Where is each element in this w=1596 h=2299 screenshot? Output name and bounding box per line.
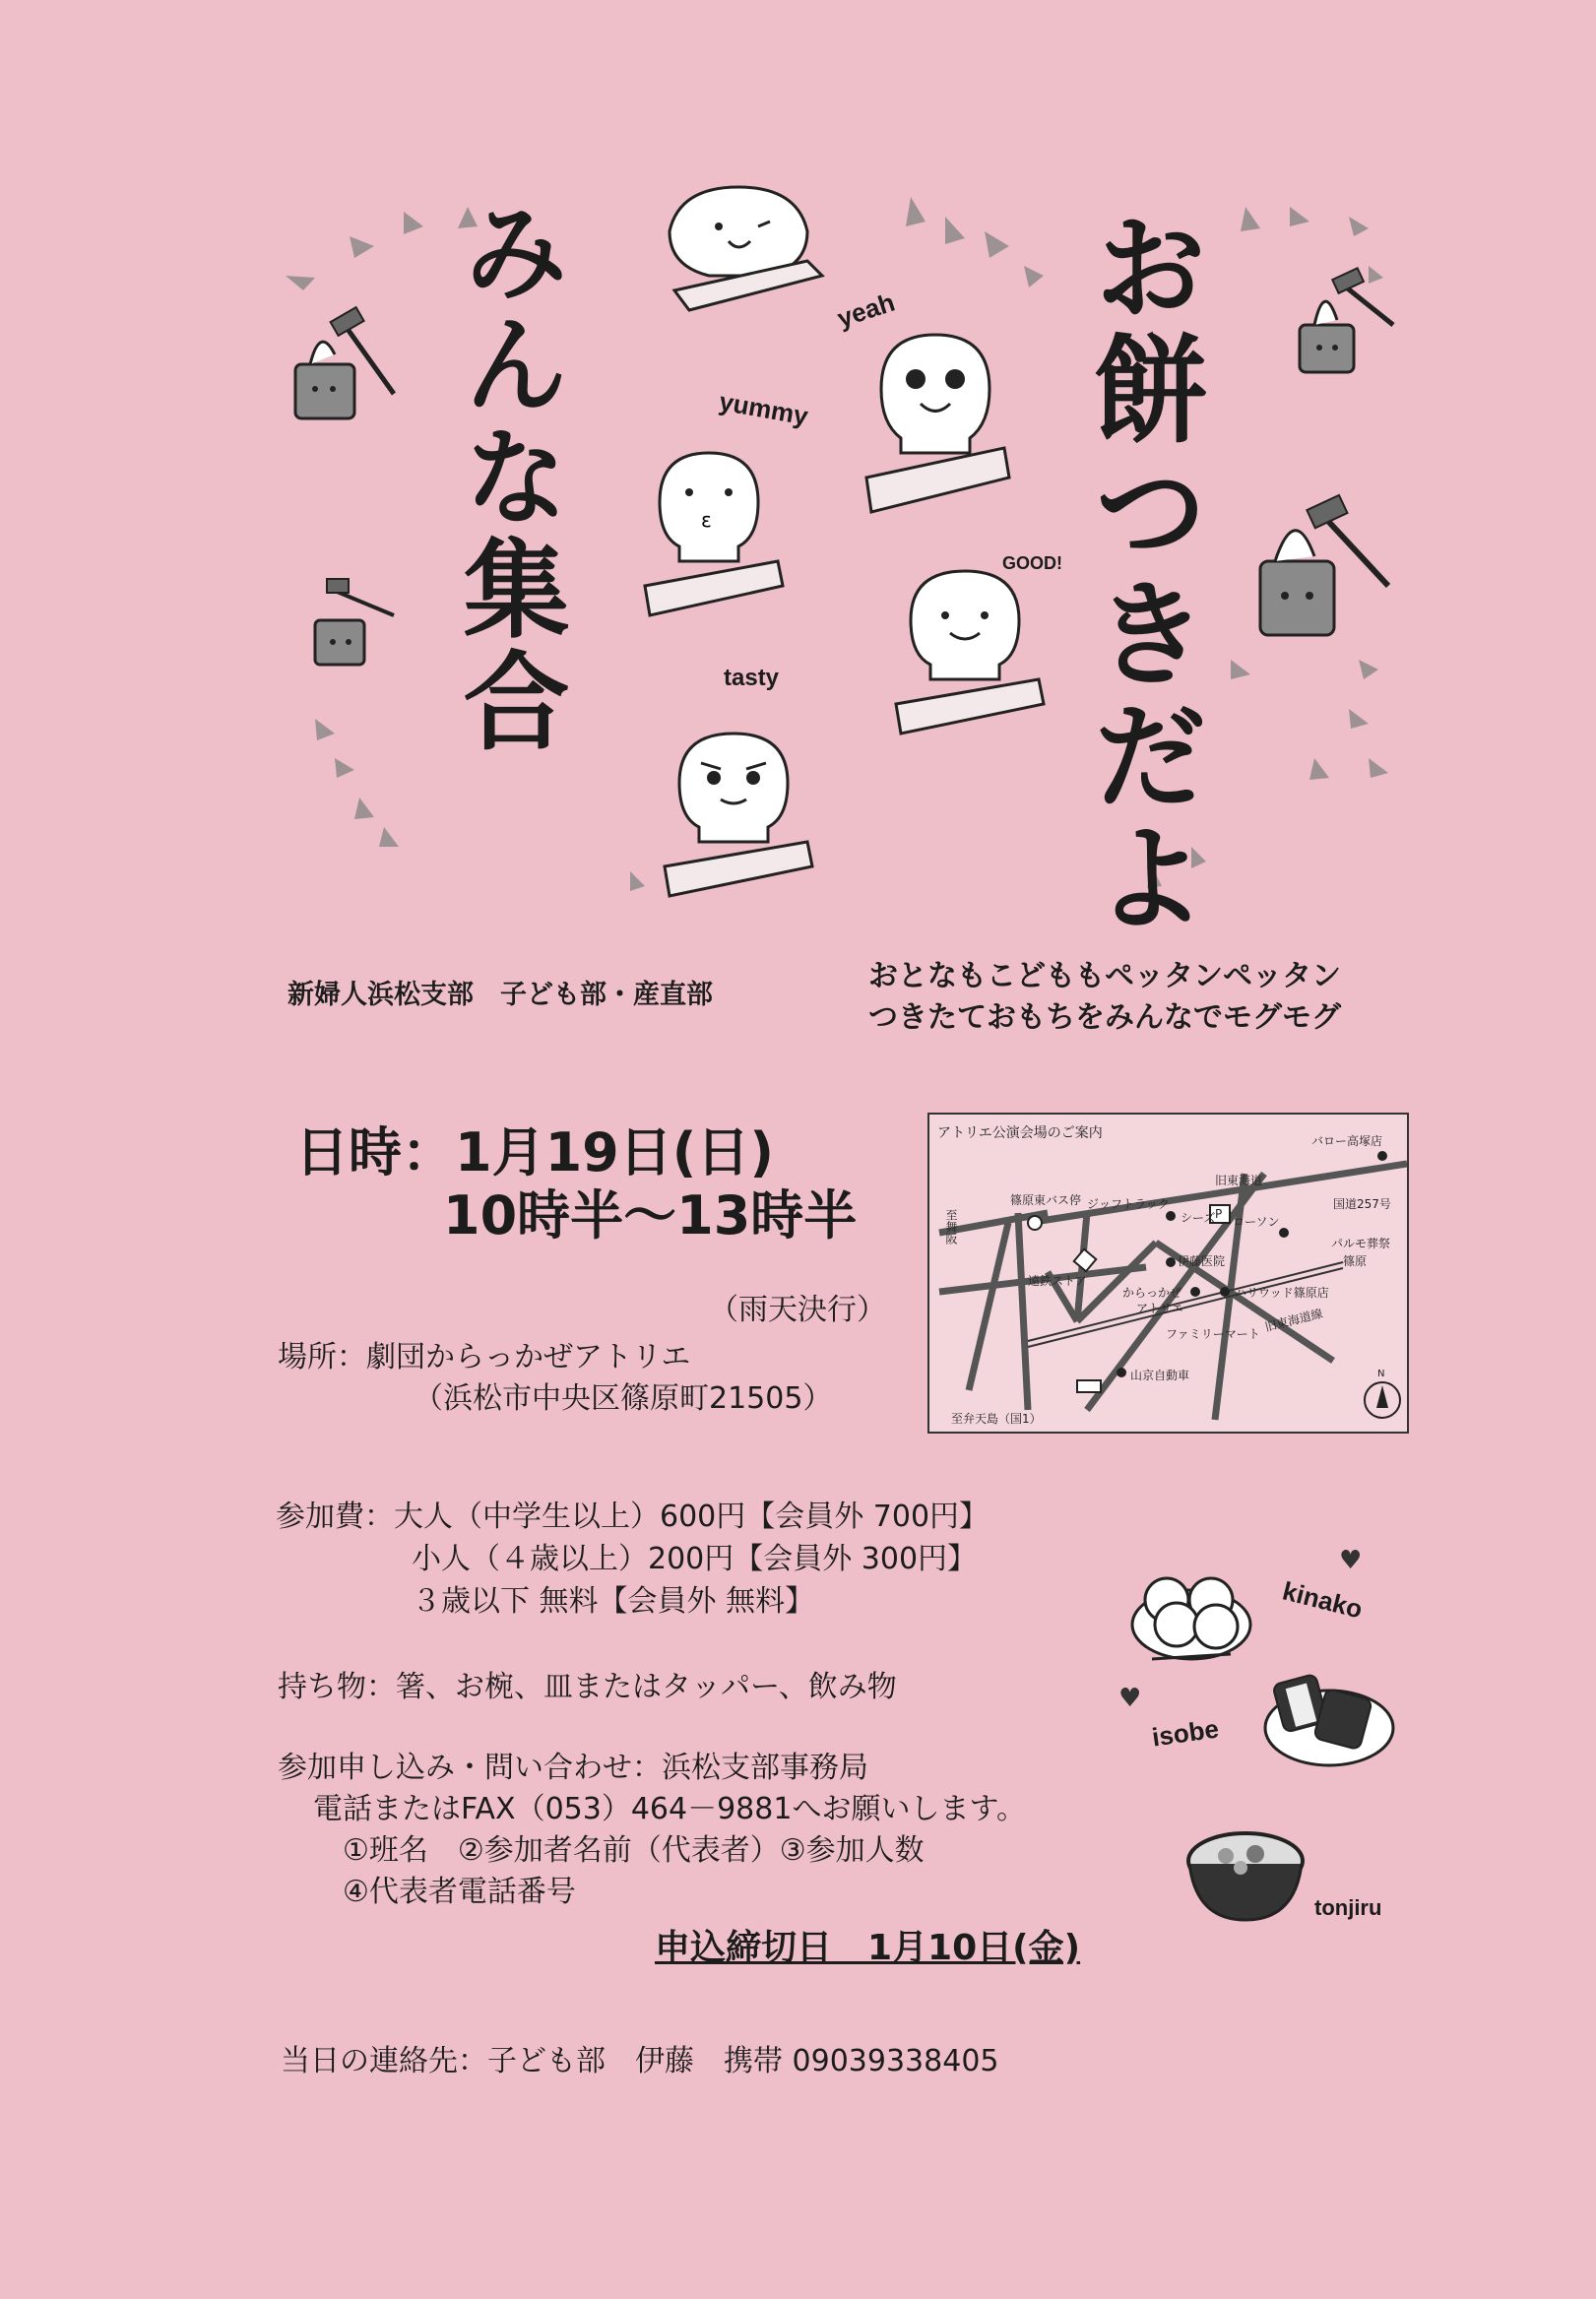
word-yummy: yummy xyxy=(717,386,811,431)
map-label-family: ファミリーマート xyxy=(1166,1327,1260,1341)
rain-note: （雨天決行） xyxy=(709,1293,886,1327)
fee-line-3: ３歳以下 無料【会員外 無料】 xyxy=(412,1584,815,1619)
map-label-jiff: ジッフトラック xyxy=(1087,1197,1170,1211)
sunburst-decoration xyxy=(256,167,1418,916)
map-label-jidosha: 山京自動車 xyxy=(1130,1369,1190,1382)
map-label-lawson: ローソン xyxy=(1233,1215,1280,1229)
contact-line-4: ④代表者電話番号 xyxy=(343,1875,576,1909)
venue-map xyxy=(927,1113,1409,1434)
mochi-pounding-icon xyxy=(1255,492,1403,650)
map-title: アトリエ公演会場のご案内 xyxy=(937,1125,1103,1141)
event-time: 10時半～13時半 xyxy=(443,1184,858,1246)
map-label-seas: シーズ xyxy=(1181,1211,1216,1225)
day-contact: 当日の連絡先：子ども部 伊藤 携帯 09039338405 xyxy=(281,2044,999,2078)
mochi-character-determined xyxy=(660,729,817,901)
event-date: 日時：1月19日(日) xyxy=(295,1121,775,1183)
map-label-hollywood: ハリウッド篠原店 xyxy=(1235,1286,1329,1300)
sub-title: みんな集合 xyxy=(445,197,568,758)
belongings: 持ち物：箸、お椀、皿またはタッパー、飲み物 xyxy=(278,1670,897,1704)
organizer: 新婦人浜松支部 子ども部・産直部 xyxy=(287,980,713,1010)
heart-icon: ♥ xyxy=(1118,1684,1142,1713)
place-address: （浜松市中央区篠原町21505） xyxy=(414,1381,833,1416)
contact-line-2: 電話またはFAX（053）464－9881へお願いします。 xyxy=(313,1792,1027,1826)
main-title: お餅つきだよ xyxy=(1073,207,1209,939)
map-label-old-tokaido: 旧東海道 xyxy=(1215,1174,1263,1187)
map-label-ito: 伊藤医院 xyxy=(1178,1254,1226,1268)
map-label-maisaka: 至舞阪 xyxy=(944,1209,958,1245)
fee-line-1: 参加費：大人（中学生以上）600円【会員外 700円】 xyxy=(276,1500,990,1534)
tonjiru-bowl-icon xyxy=(1181,1826,1309,1925)
map-label-bus: 篠原東バス停 xyxy=(1010,1193,1082,1207)
slogan-line-1: おとなもこどももペッタンペッタン xyxy=(868,959,1341,993)
slogan-line-2: つきたておもちをみんなでモグモグ xyxy=(868,1000,1341,1035)
mochi-pounding-icon xyxy=(305,571,404,679)
label-isobe: isobe xyxy=(1150,1713,1221,1753)
word-yeah: yeah xyxy=(833,287,899,334)
mochi-character-wink xyxy=(660,182,827,330)
contact-line-3: ①班名 ②参加者名前（代表者）③参加人数 xyxy=(343,1833,925,1868)
kinako-mochi-icon xyxy=(1122,1556,1260,1674)
label-kinako: kinako xyxy=(1279,1575,1366,1625)
map-label-north: N xyxy=(1377,1369,1385,1379)
word-tasty: tasty xyxy=(724,665,780,691)
map-label-palmo: パルモ葬祭 xyxy=(1331,1237,1391,1250)
map-label-palmo2: 篠原 xyxy=(1343,1254,1368,1268)
svg-text:ε: ε xyxy=(701,508,712,532)
mochi-character-kiss xyxy=(640,448,788,620)
map-label-parking: P xyxy=(1215,1207,1223,1221)
map-label-benten: 至弁天島（国1） xyxy=(951,1412,1042,1426)
application-deadline: 申込締切日 1月10日(金) xyxy=(655,1928,1081,1968)
place-label: 場所：劇団からっかぜアトリエ xyxy=(278,1340,691,1374)
isobe-mochi-icon xyxy=(1260,1654,1398,1772)
mochi-pounding-icon xyxy=(286,305,414,433)
mochi-pounding-icon xyxy=(1290,266,1408,384)
label-tonjiru: tonjiru xyxy=(1314,1895,1382,1920)
map-label-karakkaze: からっかぜ xyxy=(1122,1286,1182,1300)
mochi-character-smile xyxy=(891,566,1049,738)
heart-icon: ♥ xyxy=(1339,1546,1363,1575)
contact-line-1: 参加申し込み・問い合わせ：浜松支部事務局 xyxy=(278,1751,868,1785)
map-label-route257: 国道257号 xyxy=(1333,1197,1391,1211)
map-label-tokaido-line: 旧東海道線 xyxy=(1263,1306,1324,1335)
map-label-baro: バロー高塚店 xyxy=(1311,1134,1383,1148)
map-label-atelier: アトリエ xyxy=(1136,1302,1183,1315)
mochi-character-starry-eyes xyxy=(862,330,1019,527)
word-good: GOOD! xyxy=(1002,553,1062,573)
map-label-enshu: 遠鉄ストア xyxy=(1028,1274,1087,1288)
fee-line-2: 小人（４歳以上）200円【会員外 300円】 xyxy=(412,1542,978,1576)
